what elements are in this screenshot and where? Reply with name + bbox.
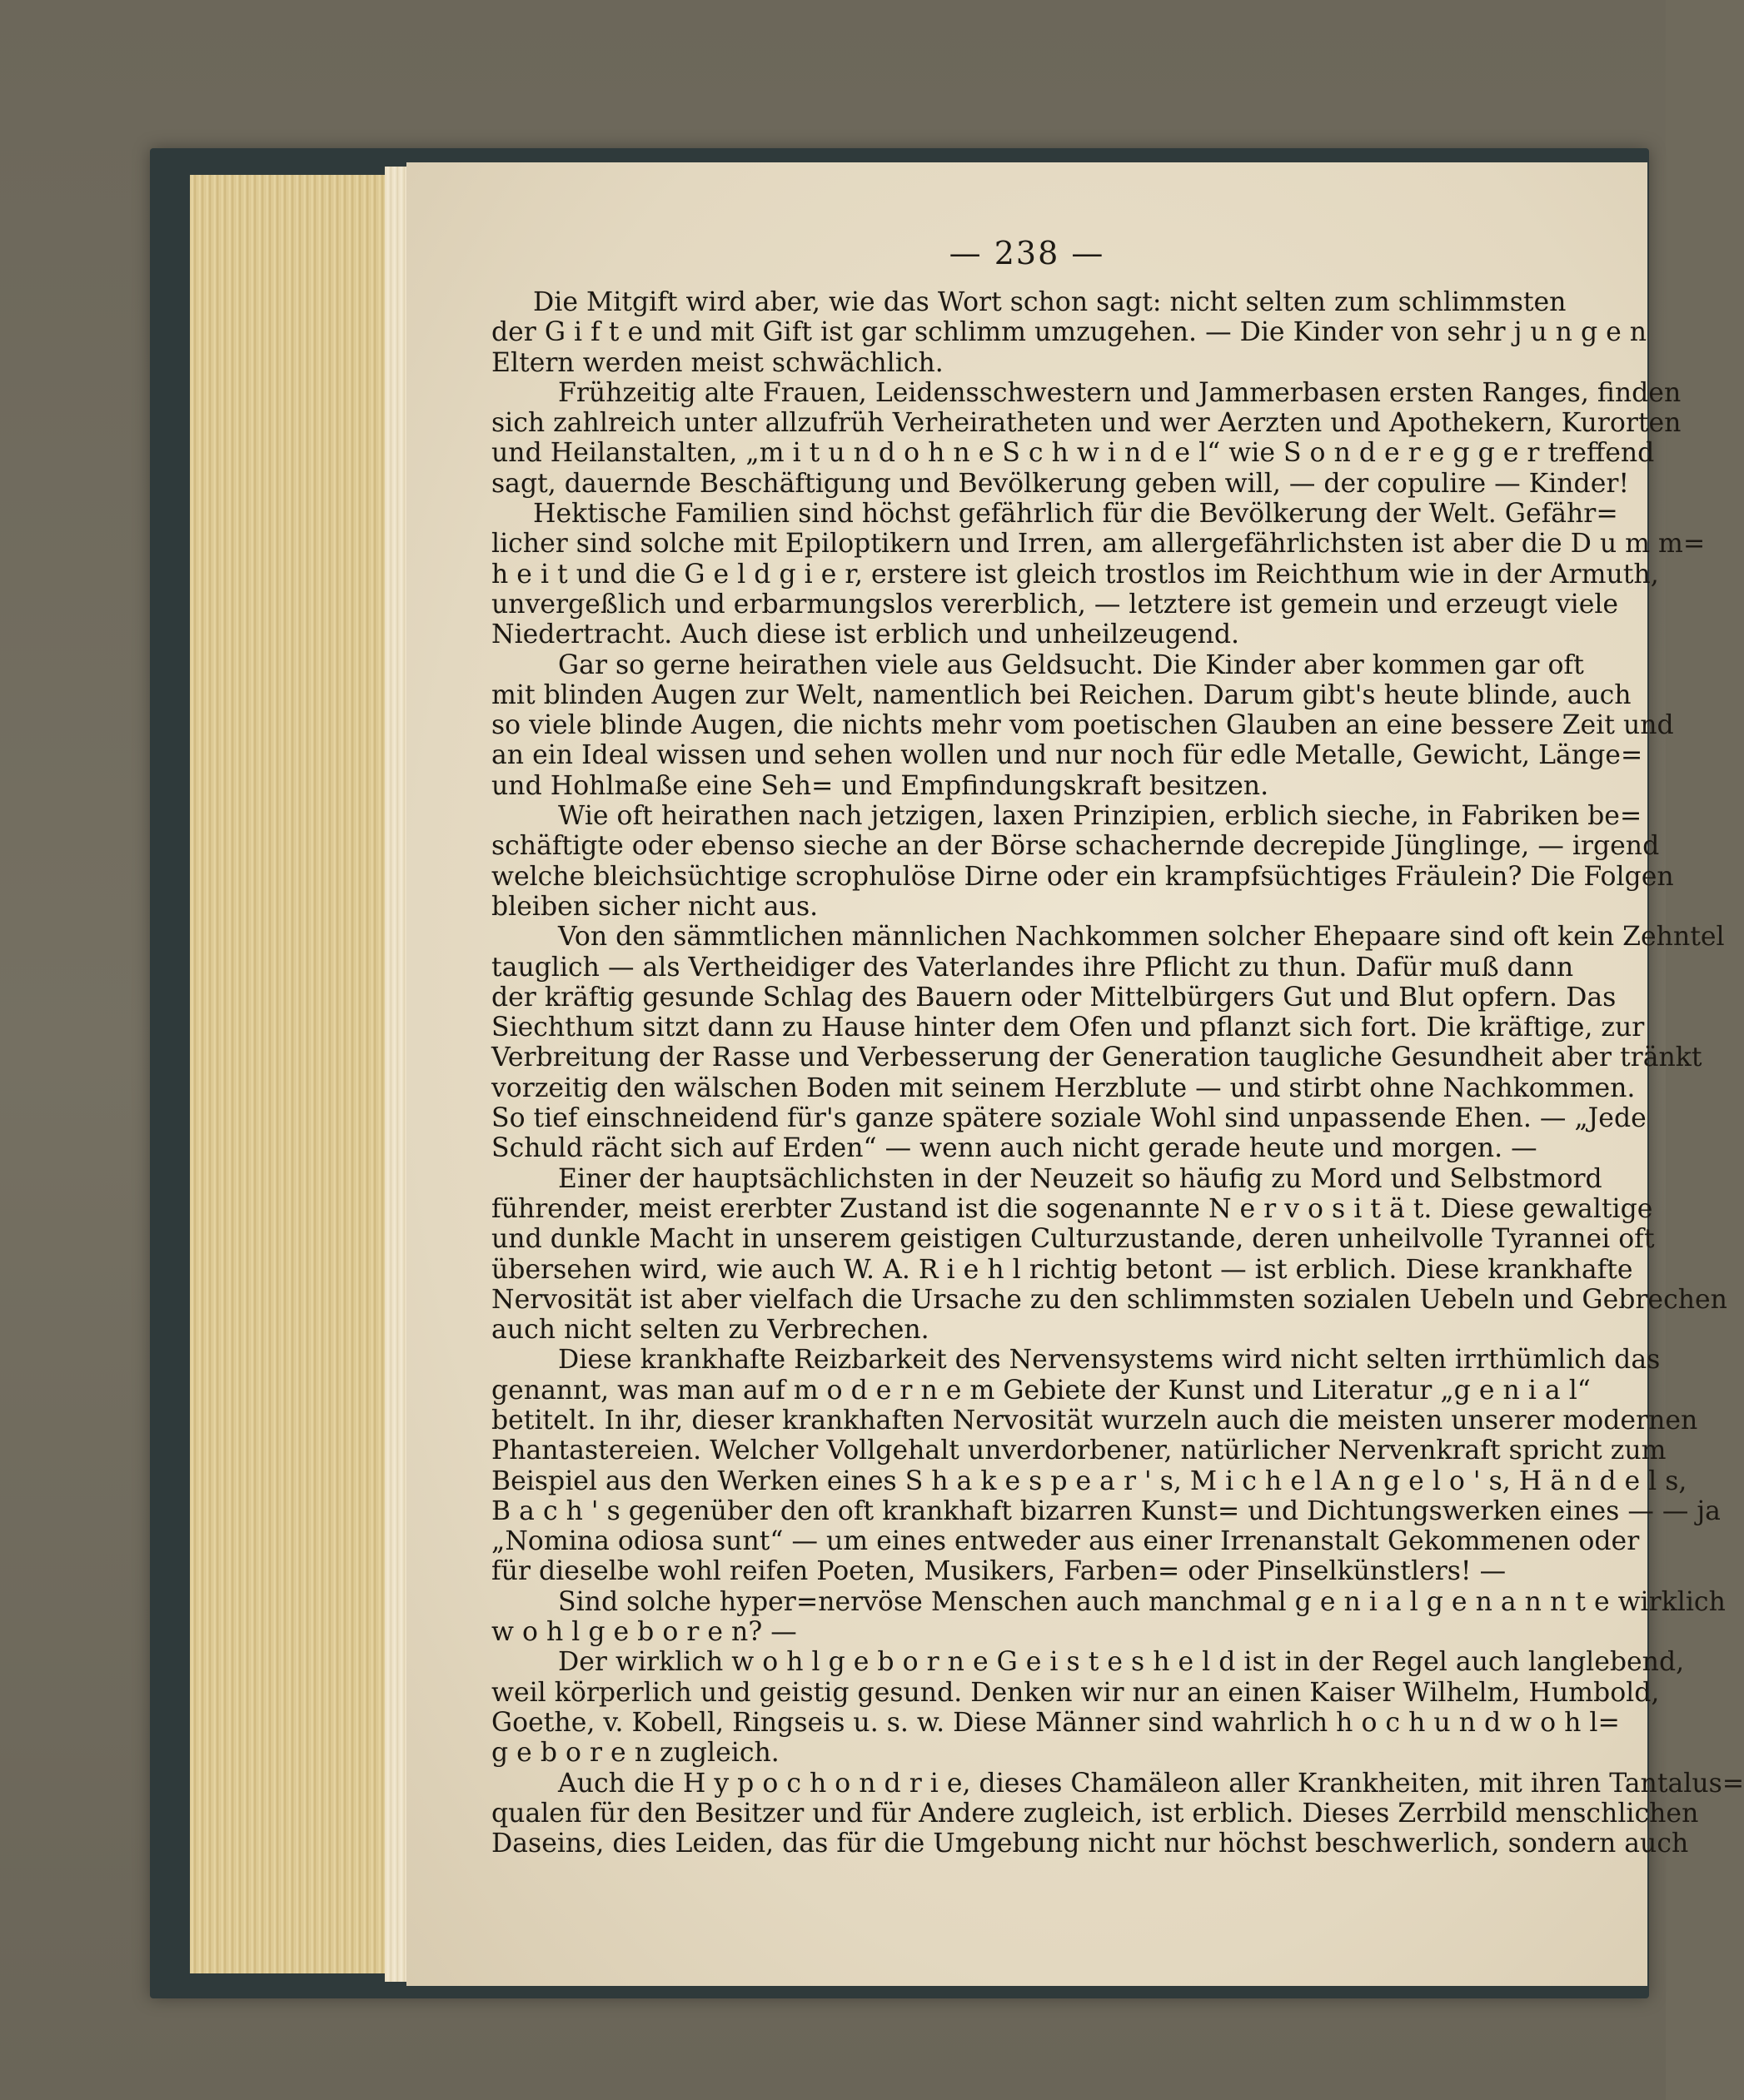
- text-line: schäftigte oder ebenso sieche an der Börse schachernde decrepide Jünglinge, — irgend: [491, 831, 1660, 862]
- text-line: Goethe, v. Kobell, Ringseis u. s. w. Diese Männer sind wahrlich h o c h u n d w o h l=: [491, 1707, 1620, 1738]
- text-line: Siechthum sitzt dann zu Hause hinter dem Ofen und pflanzt sich fort. Die kräftige, zur: [491, 1013, 1645, 1043]
- text-line: betitelt. In ihr, dieser krankhaften Nervosität wurzeln auch die meisten unserer modernen: [491, 1405, 1698, 1436]
- text-line: B a c h ' s gegenüber den oft krankhaft bizarren Kunst= und Dichtungswerken eines — — ja: [491, 1495, 1721, 1526]
- text-line: Die Mitgift wird aber, wie das Wort schon sagt: nicht selten zum schlimmsten: [533, 287, 1567, 317]
- page-number: — 238 —: [949, 235, 1105, 271]
- text-line: So tief einschneidend für's ganze spätere soziale Wohl sind unpassende Ehen. — „Jede: [491, 1103, 1647, 1134]
- text-line: so viele blinde Augen, die nichts mehr vom poetischen Glauben an eine bessere Zeit und: [491, 710, 1674, 741]
- text-line: Niedertracht. Auch diese ist erblich und unheilzeugend.: [491, 620, 1239, 650]
- text-line: Sind solche hyper=nervöse Menschen auch manchmal g e n i a l g e n a n n t e wirklich: [558, 1586, 1726, 1617]
- text-line: h e i t und die G e l d g i e r, erstere ist gleich trostlos im Reichthum wie in der Armuth,: [491, 559, 1659, 590]
- text-line: bleiben sicher nicht aus.: [491, 891, 819, 922]
- text-line: Beispiel aus den Werken eines S h a k e s p e a r ' s, M i c h e l A n g e l o ' s, H ä n d e l s,: [491, 1466, 1687, 1496]
- text-line: tauglich — als Vertheidiger des Vaterlandes ihre Pflicht zu thun. Dafür muß dann: [491, 952, 1574, 983]
- text-line: Einer der hauptsächlichsten in der Neuzeit so häufig zu Mord und Selbstmord: [558, 1163, 1602, 1194]
- text-line: vorzeitig den wälschen Boden mit seinem Herzblute — und stirbt ohne Nachkommen.: [491, 1072, 1636, 1103]
- text-line: Hektische Familien sind höchst gefährlich für die Bevölkerung der Welt. Gefähr=: [533, 499, 1618, 530]
- text-line: Frühzeitig alte Frauen, Leidensschwestern und Jammerbasen ersten Ranges, finden: [558, 377, 1682, 408]
- text-line: Wie oft heirathen nach jetzigen, laxen Prinzipien, erblich sieche, in Fabriken be=: [558, 801, 1642, 832]
- text-line: der kräftig gesunde Schlag des Bauern oder Mittelbürgers Gut und Blut opfern. Das: [491, 982, 1617, 1013]
- text-line: Von den sämmtlichen männlichen Nachkommen solcher Ehepaare sind oft kein Zehntel: [558, 922, 1725, 953]
- text-line: w o h l g e b o r e n? —: [491, 1617, 797, 1648]
- text-line: g e b o r e n zugleich.: [491, 1738, 780, 1769]
- text-line: sich zahlreich unter allzufrüh Verheiratheten und wer Aerzten und Apothekern, Kurorten: [491, 408, 1682, 439]
- text-line: an ein Ideal wissen und sehen wollen und nur noch für edle Metalle, Gewicht, Länge=: [491, 740, 1643, 771]
- text-line: Schuld rächt sich auf Erden“ — wenn auch nicht gerade heute und morgen. —: [491, 1133, 1537, 1164]
- text-line: „Nomina odiosa sunt“ — um eines entweder aus einer Irrenanstalt Gekommenen oder: [491, 1526, 1640, 1557]
- text-line: und Heilanstalten, „m i t u n d o h n e S c h w i n d e l“ wie S o n d e r e g g e r treffend: [491, 438, 1655, 469]
- text-line: und Hohlmaße eine Seh= und Empfindungskraft besitzen.: [491, 770, 1269, 801]
- book-page-edges: [190, 175, 400, 1973]
- text-line: und dunkle Macht in unserem geistigen Culturzustande, deren unheilvolle Tyrannei oft: [491, 1224, 1655, 1255]
- text-line: Eltern werden meist schwächlich.: [491, 347, 944, 378]
- text-line: führender, meist ererbter Zustand ist die sogenannte N e r v o s i t ä t. Diese gewaltige: [491, 1193, 1653, 1224]
- text-line: der G i f t e und mit Gift ist gar schlimm umzugehen. — Die Kinder von sehr j u n g e n: [491, 317, 1647, 348]
- text-line: Der wirklich w o h l g e b o r n e G e i s t e s h e l d ist in der Regel auch langlebend,: [558, 1647, 1685, 1678]
- text-line: unvergeßlich und erbarmungslos vererblich, — letztere ist gemein und erzeugt viele: [491, 589, 1619, 620]
- text-line: weil körperlich und geistig gesund. Denken wir nur an einen Kaiser Wilhelm, Humbold,: [491, 1677, 1660, 1708]
- text-line: übersehen wird, wie auch W. A. R i e h l richtig betont — ist erblich. Diese krankhafte: [491, 1254, 1633, 1285]
- text-line: Gar so gerne heirathen viele aus Geldsucht. Die Kinder aber kommen gar oft: [558, 649, 1584, 680]
- text-line: für dieselbe wohl reifen Poeten, Musikers, Farben= oder Pinselkünstlers! —: [491, 1556, 1507, 1587]
- text-line: sagt, dauernde Beschäftigung und Bevölkerung geben will, — der copulire — Kinder!: [491, 468, 1630, 499]
- page-body-text: [491, 287, 1744, 1859]
- text-line: Auch die H y p o c h o n d r i e, dieses Chamäleon aller Krankheiten, mit ihren Tantalus=: [558, 1768, 1744, 1799]
- text-line: auch nicht selten zu Verbrechen.: [491, 1315, 929, 1346]
- text-line: Diese krankhafte Reizbarkeit des Nervensystems wird nicht selten irrthümlich das: [558, 1345, 1661, 1376]
- text-line: Nervosität ist aber vielfach die Ursache zu den schlimmsten sozialen Uebeln und Gebrechen: [491, 1284, 1727, 1315]
- text-line: licher sind solche mit Epiloptikern und Irren, am allergefährlichsten ist aber die D u m m=: [491, 529, 1706, 560]
- text-line: welche bleichsüchtige scrophulöse Dirne oder ein krampfsüchtiges Fräulein? Die Folgen: [491, 861, 1674, 892]
- text-line: genannt, was man auf m o d e r n e m Gebiete der Kunst und Literatur „g e n i a l“: [491, 1375, 1591, 1406]
- text-line: Phantastereien. Welcher Vollgehalt unverdorbener, natürlicher Nervenkraft spricht zum: [491, 1436, 1667, 1466]
- text-line: mit blinden Augen zur Welt, namentlich bei Reichen. Darum gibt's heute blinde, auch: [491, 679, 1632, 710]
- text-line: Daseins, dies Leiden, das für die Umgebung nicht nur höchst beschwerlich, sondern auch: [491, 1829, 1689, 1859]
- text-line: qualen für den Besitzer und für Andere zugleich, ist erblich. Dieses Zerrbild menschlichen: [491, 1798, 1699, 1829]
- text-line: Verbreitung der Rasse und Verbesserung der Generation taugliche Gesundheit aber tränkt: [491, 1043, 1702, 1073]
